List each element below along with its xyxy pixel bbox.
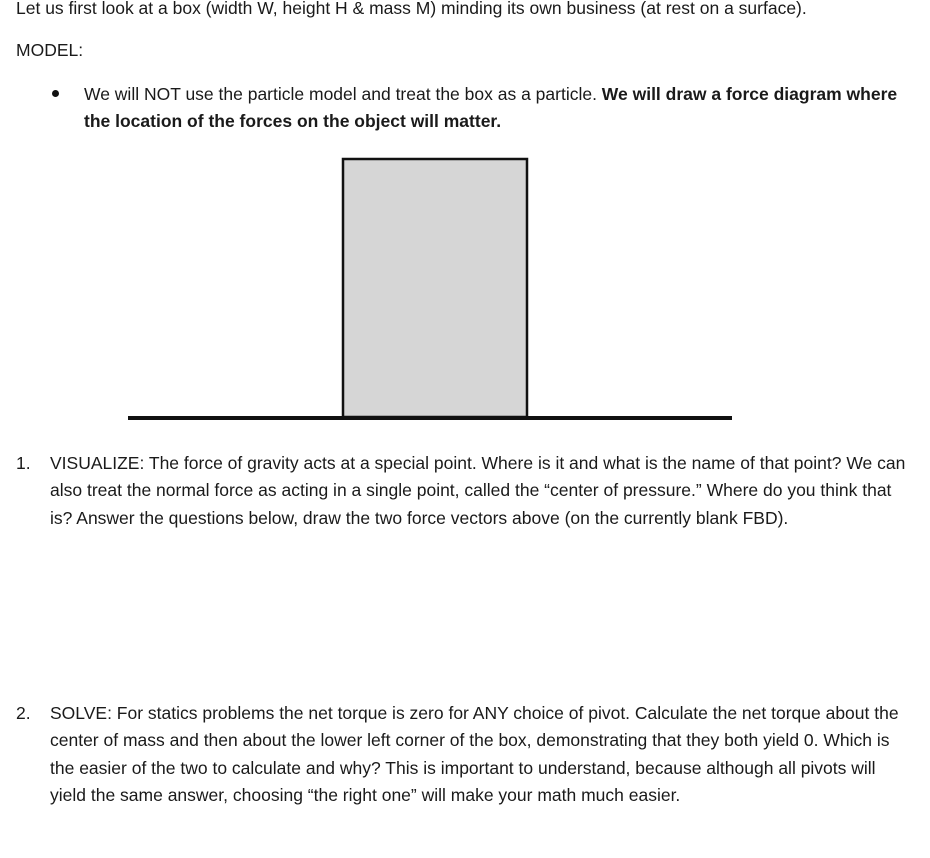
bullet-bold-text: We will draw a force diagram where the location of the forces on the object will matter.	[84, 84, 898, 132]
box	[343, 159, 527, 417]
question-1-text: VISUALIZE: The force of gravity acts at a special point. Where is it and what is the name of that point? We can also treat the normal force as acting in a single point, called the “center of pressure.” Where do you think that is? Answer the questions below, draw the two force vectors above (on the currently blank FBD).	[50, 453, 906, 528]
bullet-marker	[52, 90, 59, 97]
model-bullet	[84, 81, 904, 136]
question-1-number: 1.	[16, 453, 31, 473]
model-heading: MODEL:	[16, 40, 84, 60]
question-2-text: SOLVE: For statics problems the net torque is zero for ANY choice of pivot. Calculate the net torque about the center of mass and then about the lower left corner of the box, demonstrating that they both yield 0. Which is the easier of the two to calculate and why? This is important to understand, because although all pivots will yield the same answer, choosing “the right one” will make your math much easier.	[50, 703, 899, 805]
bullet-normal-text: We will NOT use the particle model and treat the box as a particle.	[84, 84, 602, 104]
intro-paragraph: Let us first look at a box (width W, height H & mass M) minding its own business (at rest on a surface).	[16, 0, 807, 18]
question-2-number: 2.	[16, 703, 31, 723]
